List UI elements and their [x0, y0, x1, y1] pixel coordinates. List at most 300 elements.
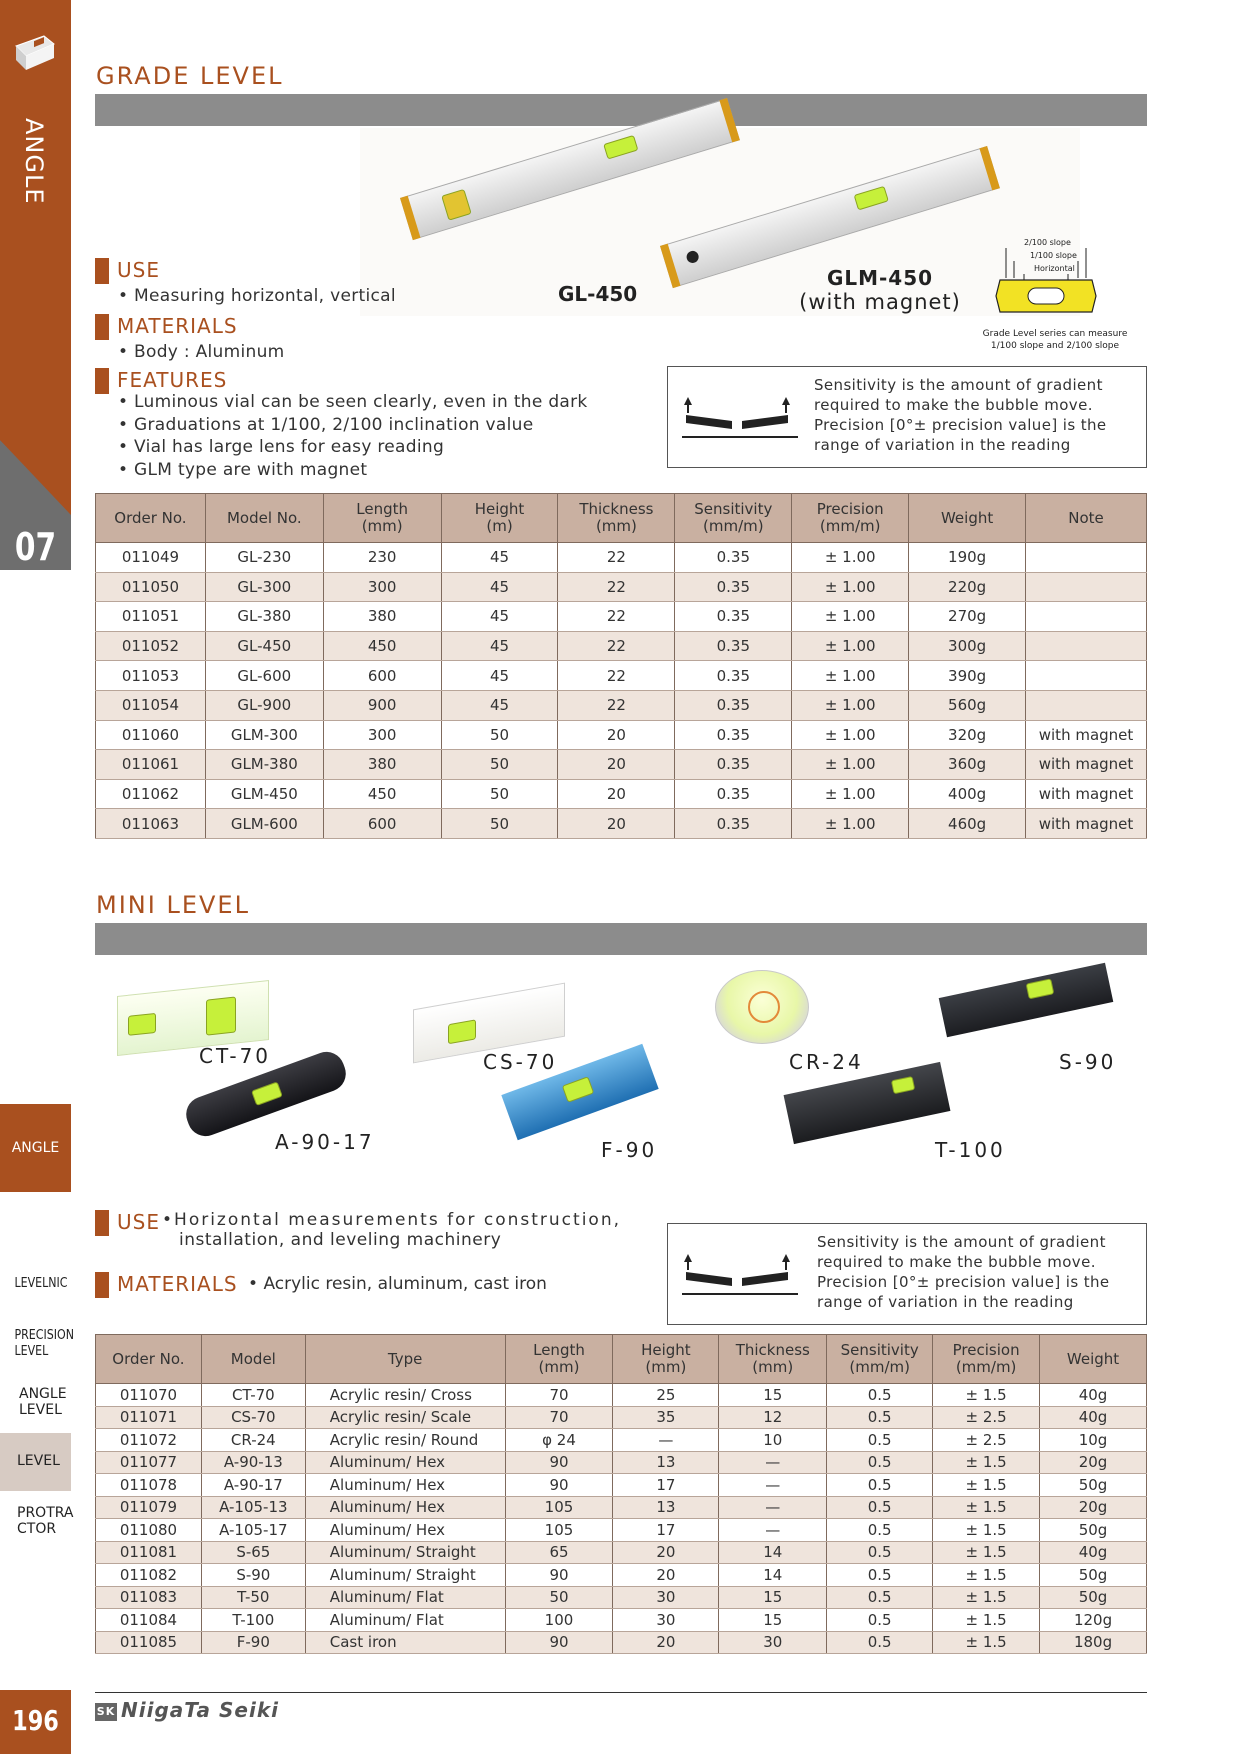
table-cell: Acrylic resin/ Round	[305, 1429, 505, 1452]
materials-text: Acrylic resin, aluminum, cast iron	[263, 1274, 547, 1294]
table-cell: 17	[613, 1519, 719, 1542]
table-cell: ± 1.00	[792, 543, 909, 573]
table-cell: ± 1.5	[933, 1631, 1040, 1654]
table-cell: Aluminum/ Straight	[305, 1541, 505, 1564]
table-cell: 14	[719, 1564, 827, 1587]
mini-use-text-line-1: •Horizontal measurements for construction,	[162, 1210, 621, 1230]
grade-materials-item: • Body : Aluminum	[118, 342, 285, 362]
table-cell: 120g	[1040, 1609, 1147, 1632]
sidebar-active-section[interactable]	[0, 1104, 71, 1192]
table-cell: Acrylic resin/ Scale	[305, 1406, 505, 1429]
table-cell: GLM-300	[205, 720, 323, 750]
grade-features-heading	[95, 368, 227, 394]
table-cell: 12	[719, 1406, 827, 1429]
table-cell: 22	[558, 661, 675, 691]
sensitivity-info-text: Sensitivity is the amount of gradient required to make the bubble move. Precision [0°± precision value] is the range of variation in the reading	[814, 376, 1107, 454]
table-cell: 0.5	[827, 1496, 933, 1519]
table-cell	[1026, 690, 1147, 720]
table-cell: A-105-17	[201, 1519, 305, 1542]
column-header: Sensitivity (mm/m)	[675, 494, 792, 543]
brand-mark-icon: SK	[95, 1703, 117, 1721]
table-cell: 50g	[1040, 1564, 1147, 1587]
table-cell: with magnet	[1026, 720, 1147, 750]
table-cell: 45	[441, 572, 558, 602]
table-cell: Aluminum/ Hex	[305, 1519, 505, 1542]
table-cell: 50	[441, 750, 558, 780]
table-cell: 45	[441, 661, 558, 691]
table-cell: with magnet	[1026, 809, 1147, 839]
table-cell: —	[719, 1474, 827, 1497]
table-cell: ± 1.00	[792, 631, 909, 661]
table-cell: 0.35	[675, 631, 792, 661]
table-cell: Aluminum/ Straight	[305, 1564, 505, 1587]
table-cell: —	[719, 1451, 827, 1474]
brand-logo	[95, 1698, 279, 1722]
table-row	[96, 661, 1147, 691]
table-cell: 011082	[96, 1564, 202, 1587]
table-cell: 10	[719, 1429, 827, 1452]
column-header: Weight	[1040, 1335, 1147, 1384]
table-cell: 50	[441, 720, 558, 750]
table-cell: GLM-450	[205, 779, 323, 809]
grade-use-heading	[95, 258, 160, 284]
table-cell: 30	[613, 1609, 719, 1632]
table-cell: 300g	[909, 631, 1026, 661]
page-number-box	[0, 1690, 71, 1754]
sidebar-item-angle-level[interactable]	[0, 1386, 71, 1418]
table-cell: 0.5	[827, 1586, 933, 1609]
table-cell: 011053	[96, 661, 206, 691]
table-cell: with magnet	[1026, 750, 1147, 780]
table-cell: S-90	[201, 1564, 305, 1587]
table-cell: CS-70	[201, 1406, 305, 1429]
table-cell: 35	[613, 1406, 719, 1429]
table-cell: 0.35	[675, 750, 792, 780]
mini-use-text-line-2: installation, and leveling machinery	[179, 1230, 502, 1250]
table-cell: 30	[719, 1631, 827, 1654]
table-cell: ± 1.5	[933, 1519, 1040, 1542]
table-cell: 90	[505, 1451, 613, 1474]
bullet-text: Graduations at 1/100, 2/100 inclination value	[134, 415, 534, 435]
table-row	[96, 1564, 1147, 1587]
table-row	[96, 779, 1147, 809]
table-cell: 011085	[96, 1631, 202, 1654]
bullet-text: Vial has large lens for easy reading	[134, 437, 445, 457]
table-cell: 400g	[909, 779, 1026, 809]
table-cell: 011071	[96, 1406, 202, 1429]
table-cell: Cast iron	[305, 1631, 505, 1654]
table-cell: 70	[505, 1406, 613, 1429]
column-header: Precision (mm/m)	[933, 1335, 1040, 1384]
table-cell: 900	[323, 690, 441, 720]
table-cell: 90	[505, 1564, 613, 1587]
sidebar-active-section-label: ANGLE	[11, 1140, 60, 1156]
table-cell: ± 1.00	[792, 779, 909, 809]
table-cell: —	[719, 1496, 827, 1519]
product-label-cr-24: CR-24	[789, 1050, 864, 1074]
table-row	[96, 602, 1147, 632]
column-header: Length (mm)	[505, 1335, 613, 1384]
table-cell: 15	[719, 1609, 827, 1632]
table-cell: 180g	[1040, 1631, 1147, 1654]
table-cell: 600	[323, 809, 441, 839]
column-header: Thickness (mm)	[719, 1335, 827, 1384]
table-cell: 190g	[909, 543, 1026, 573]
table-cell: 15	[719, 1586, 827, 1609]
grade-level-title-bar	[95, 94, 1147, 126]
sidebar-item-label: LEVELNIC	[14, 1276, 68, 1291]
table-cell: ± 1.5	[933, 1451, 1040, 1474]
heading-text: MATERIALS	[117, 1272, 238, 1296]
table-cell: 011063	[96, 809, 206, 839]
table-cell: 011078	[96, 1474, 202, 1497]
table-cell: GL-300	[205, 572, 323, 602]
table-cell: 360g	[909, 750, 1026, 780]
mini-materials-text: • Acrylic resin, aluminum, cast iron	[248, 1274, 547, 1294]
sensitivity-info-box	[667, 1223, 1147, 1325]
grade-feature-item: • Luminous vial can be seen clearly, even in the dark	[118, 392, 588, 412]
vial	[251, 1081, 283, 1106]
table-row	[96, 750, 1147, 780]
table-cell: ± 1.5	[933, 1541, 1040, 1564]
table-cell: 105	[505, 1519, 613, 1542]
table-cell: 45	[441, 602, 558, 632]
table-cell: 0.35	[675, 543, 792, 573]
sidebar-item-label: PROTRA CTOR	[17, 1505, 74, 1537]
mini-level-spec-table	[95, 1334, 1147, 1654]
table-cell: 20	[613, 1631, 719, 1654]
bullet-text: Measuring horizontal, vertical	[134, 286, 396, 306]
table-row	[96, 1609, 1147, 1632]
table-cell: 011077	[96, 1451, 202, 1474]
table-cell: 65	[505, 1541, 613, 1564]
bullet-text: GLM type are with magnet	[134, 460, 368, 480]
heading-marker	[95, 314, 109, 340]
table-cell: 0.5	[827, 1564, 933, 1587]
table-cell: 011061	[96, 750, 206, 780]
vial	[891, 1076, 915, 1094]
grade-feature-item: • Vial has large lens for easy reading	[118, 437, 445, 457]
grade-use-item: • Measuring horizontal, vertical	[118, 286, 396, 306]
table-cell: GL-900	[205, 690, 323, 720]
mini-materials-heading	[95, 1272, 238, 1298]
table-cell: 50	[505, 1586, 613, 1609]
table-cell: A-105-13	[201, 1496, 305, 1519]
heading-text: FEATURES	[117, 368, 228, 392]
table-cell: 300	[323, 572, 441, 602]
sidebar-item-level[interactable]	[0, 1433, 71, 1491]
table-cell: —	[719, 1519, 827, 1542]
grade-feature-item: • GLM type are with magnet	[118, 460, 368, 480]
table-cell: GL-450	[205, 631, 323, 661]
table-cell: 0.35	[675, 779, 792, 809]
use-text: Horizontal measurements for construction,	[174, 1210, 621, 1230]
table-cell: 011060	[96, 720, 206, 750]
heading-text: USE	[117, 1210, 160, 1234]
table-cell: 600	[323, 661, 441, 691]
table-cell: 011084	[96, 1609, 202, 1632]
grade-level-photo	[360, 128, 1080, 316]
heading-marker	[95, 1272, 109, 1298]
table-cell: 011054	[96, 690, 206, 720]
table-cell: 10g	[1040, 1429, 1147, 1452]
table-cell: 50g	[1040, 1474, 1147, 1497]
vial	[128, 1013, 156, 1036]
vial-diagram-caption: Grade Level series can measure 1/100 slope and 2/100 slope	[982, 329, 1128, 351]
table-cell: 22	[558, 690, 675, 720]
vial	[562, 1076, 594, 1102]
column-header: Height (m)	[441, 494, 558, 543]
table-row	[96, 1451, 1147, 1474]
table-cell: 011080	[96, 1519, 202, 1542]
table-cell: 22	[558, 572, 675, 602]
column-header: Weight	[909, 494, 1026, 543]
level-icon	[12, 30, 58, 76]
grade-feature-item: • Graduations at 1/100, 2/100 inclination value	[118, 415, 534, 435]
table-cell: ± 2.5	[933, 1429, 1040, 1452]
table-header-row	[96, 1335, 1147, 1384]
glm-450-label	[795, 266, 965, 314]
table-cell: 0.5	[827, 1631, 933, 1654]
table-cell: 40g	[1040, 1406, 1147, 1429]
slope-label-1-100: 1/100 slope	[1030, 251, 1077, 260]
table-cell: GLM-600	[205, 809, 323, 839]
table-cell: 0.5	[827, 1384, 933, 1407]
vial-slope-diagram	[980, 238, 1130, 358]
table-cell: ± 1.00	[792, 661, 909, 691]
table-cell: 20g	[1040, 1451, 1147, 1474]
sensitivity-diagram-icon	[680, 393, 800, 439]
vial	[206, 996, 236, 1035]
table-cell: ± 1.5	[933, 1586, 1040, 1609]
table-row	[96, 631, 1147, 661]
table-cell: S-65	[201, 1541, 305, 1564]
table-cell: 011079	[96, 1496, 202, 1519]
table-header-row	[96, 494, 1147, 543]
table-cell: 25	[613, 1384, 719, 1407]
table-cell: 0.5	[827, 1406, 933, 1429]
table-cell: 0.5	[827, 1541, 933, 1564]
table-cell: —	[613, 1429, 719, 1452]
sidebar-item-label: LEVEL	[17, 1453, 60, 1469]
table-cell: 17	[613, 1474, 719, 1497]
sidebar-item-protractor[interactable]	[0, 1505, 74, 1537]
table-cell: 20	[558, 779, 675, 809]
table-cell: 220g	[909, 572, 1026, 602]
heading-marker	[95, 258, 109, 284]
sidebar-item-label: PRECISION LEVEL	[14, 1328, 74, 1359]
table-cell: ± 1.5	[933, 1496, 1040, 1519]
table-cell: 20	[558, 720, 675, 750]
table-cell	[1026, 543, 1147, 573]
table-cell: 0.35	[675, 690, 792, 720]
table-cell: 380	[323, 750, 441, 780]
table-row	[96, 809, 1147, 839]
sidebar-item-precision-level[interactable]	[0, 1328, 74, 1360]
heading-marker	[95, 368, 109, 394]
table-cell: ± 2.5	[933, 1406, 1040, 1429]
table-cell: T-100	[201, 1609, 305, 1632]
column-header: Precision (mm/m)	[792, 494, 909, 543]
table-cell: 30	[613, 1586, 719, 1609]
mini-level-photos	[95, 958, 1147, 1183]
bullet-text: Body : Aluminum	[134, 342, 285, 362]
table-cell: 20	[558, 750, 675, 780]
chapter-number: 07	[14, 525, 57, 569]
sensitivity-info-text: Sensitivity is the amount of gradient required to make the bubble move. Precision [0°± precision value] is the range of variation in the reading	[817, 1233, 1110, 1311]
table-row	[96, 1384, 1147, 1407]
table-cell	[1026, 631, 1147, 661]
column-header: Length (mm)	[323, 494, 441, 543]
table-row	[96, 690, 1147, 720]
table-cell: 450	[323, 779, 441, 809]
table-cell: ± 1.00	[792, 720, 909, 750]
table-cell: GL-230	[205, 543, 323, 573]
slope-label-2-100: 2/100 slope	[1024, 238, 1071, 247]
table-cell: 011072	[96, 1429, 202, 1452]
sidebar-item-levelnic[interactable]	[0, 1276, 71, 1292]
table-cell: 105	[505, 1496, 613, 1519]
column-header: Model No.	[205, 494, 323, 543]
table-row	[96, 1541, 1147, 1564]
table-cell: 0.5	[827, 1474, 933, 1497]
table-cell: 011050	[96, 572, 206, 602]
table-cell: 0.5	[827, 1429, 933, 1452]
table-cell: Aluminum/ Hex	[305, 1451, 505, 1474]
bullet-text: Luminous vial can be seen clearly, even in the dark	[134, 392, 588, 412]
product-label-f-90: F-90	[601, 1138, 658, 1162]
heading-text: USE	[117, 258, 160, 282]
table-cell: CT-70	[201, 1384, 305, 1407]
table-cell: 100	[505, 1609, 613, 1632]
table-cell: ± 1.00	[792, 602, 909, 632]
product-label-cs-70: CS-70	[483, 1050, 558, 1074]
heading-text: MATERIALS	[117, 314, 238, 338]
table-cell: with magnet	[1026, 779, 1147, 809]
table-cell: 20	[613, 1564, 719, 1587]
table-cell: ± 1.00	[792, 572, 909, 602]
table-cell: 0.35	[675, 809, 792, 839]
table-row	[96, 1586, 1147, 1609]
table-cell: 70	[505, 1384, 613, 1407]
table-cell: 22	[558, 631, 675, 661]
table-cell: GL-380	[205, 602, 323, 632]
table-cell: 011083	[96, 1586, 202, 1609]
product-label-t-100: T-100	[935, 1138, 1006, 1162]
table-cell: 14	[719, 1541, 827, 1564]
vial-diagram-graphic	[994, 244, 1098, 314]
s-90-image	[939, 963, 1114, 1037]
mini-use-heading	[95, 1210, 160, 1236]
table-row	[96, 1429, 1147, 1452]
column-header: Order No.	[96, 494, 206, 543]
table-cell: 380	[323, 602, 441, 632]
table-cell: 0.35	[675, 661, 792, 691]
table-cell: 390g	[909, 661, 1026, 691]
table-cell: 45	[441, 543, 558, 573]
column-header: Height (mm)	[613, 1335, 719, 1384]
table-row	[96, 1474, 1147, 1497]
table-cell: 50	[441, 779, 558, 809]
table-cell: 320g	[909, 720, 1026, 750]
sidebar-item-label: ANGLE LEVEL	[19, 1386, 67, 1418]
column-header: Model	[201, 1335, 305, 1384]
footer-rule	[95, 1692, 1147, 1693]
table-cell: 011070	[96, 1384, 202, 1407]
table-cell: 230	[323, 543, 441, 573]
table-cell: T-50	[201, 1586, 305, 1609]
table-cell: 90	[505, 1474, 613, 1497]
gl-450-label: GL-450	[558, 282, 638, 306]
table-cell: 22	[558, 543, 675, 573]
table-cell: 270g	[909, 602, 1026, 632]
table-cell: 22	[558, 602, 675, 632]
table-cell: 011081	[96, 1541, 202, 1564]
heading-marker	[95, 1210, 109, 1236]
table-cell	[1026, 602, 1147, 632]
table-cell: ± 1.00	[792, 809, 909, 839]
product-label-a-90-17: A-90-17	[275, 1130, 375, 1154]
column-header: Note	[1026, 494, 1147, 543]
table-cell: 40g	[1040, 1541, 1147, 1564]
table-cell: 0.5	[827, 1609, 933, 1632]
brand-name: NiigaTa Seiki	[121, 1698, 279, 1722]
table-cell: 50g	[1040, 1519, 1147, 1542]
table-cell: ± 1.00	[792, 690, 909, 720]
table-cell: F-90	[201, 1631, 305, 1654]
page-number: 196	[12, 1704, 59, 1737]
mini-level-title: MINI LEVEL	[96, 891, 250, 919]
table-cell: ± 1.00	[792, 750, 909, 780]
grade-materials-heading	[95, 314, 238, 340]
table-cell: CR-24	[201, 1429, 305, 1452]
grade-level-spec-table	[95, 493, 1147, 839]
column-header: Thickness (mm)	[558, 494, 675, 543]
table-cell: GLM-380	[205, 750, 323, 780]
table-cell: 20	[613, 1541, 719, 1564]
table-cell: Aluminum/ Hex	[305, 1496, 505, 1519]
table-cell: 20g	[1040, 1496, 1147, 1519]
table-cell: 13	[613, 1451, 719, 1474]
table-cell	[1026, 661, 1147, 691]
table-cell: 13	[613, 1496, 719, 1519]
table-cell: 560g	[909, 690, 1026, 720]
mini-level-title-bar	[95, 923, 1147, 955]
table-cell: ± 1.5	[933, 1384, 1040, 1407]
table-cell: 20	[558, 809, 675, 839]
column-header: Sensitivity (mm/m)	[827, 1335, 933, 1384]
table-cell: Aluminum/ Flat	[305, 1609, 505, 1632]
table-cell: 460g	[909, 809, 1026, 839]
glm-450-subtitle: (with magnet)	[799, 290, 961, 314]
sensitivity-diagram-icon	[680, 1250, 800, 1296]
table-row	[96, 1496, 1147, 1519]
cr-24-image	[715, 970, 809, 1044]
sensitivity-info-box	[667, 366, 1147, 468]
table-cell: 0.5	[827, 1519, 933, 1542]
table-cell: 0.35	[675, 572, 792, 602]
table-cell: ± 1.5	[933, 1609, 1040, 1632]
table-cell: ± 1.5	[933, 1474, 1040, 1497]
table-cell: 011052	[96, 631, 206, 661]
table-cell: 45	[441, 631, 558, 661]
table-cell: 50g	[1040, 1586, 1147, 1609]
t-100-image	[784, 1062, 951, 1144]
bubble-ring	[748, 991, 780, 1023]
table-cell: Aluminum/ Flat	[305, 1586, 505, 1609]
table-cell: GL-600	[205, 661, 323, 691]
product-label-s-90: S-90	[1059, 1050, 1117, 1074]
